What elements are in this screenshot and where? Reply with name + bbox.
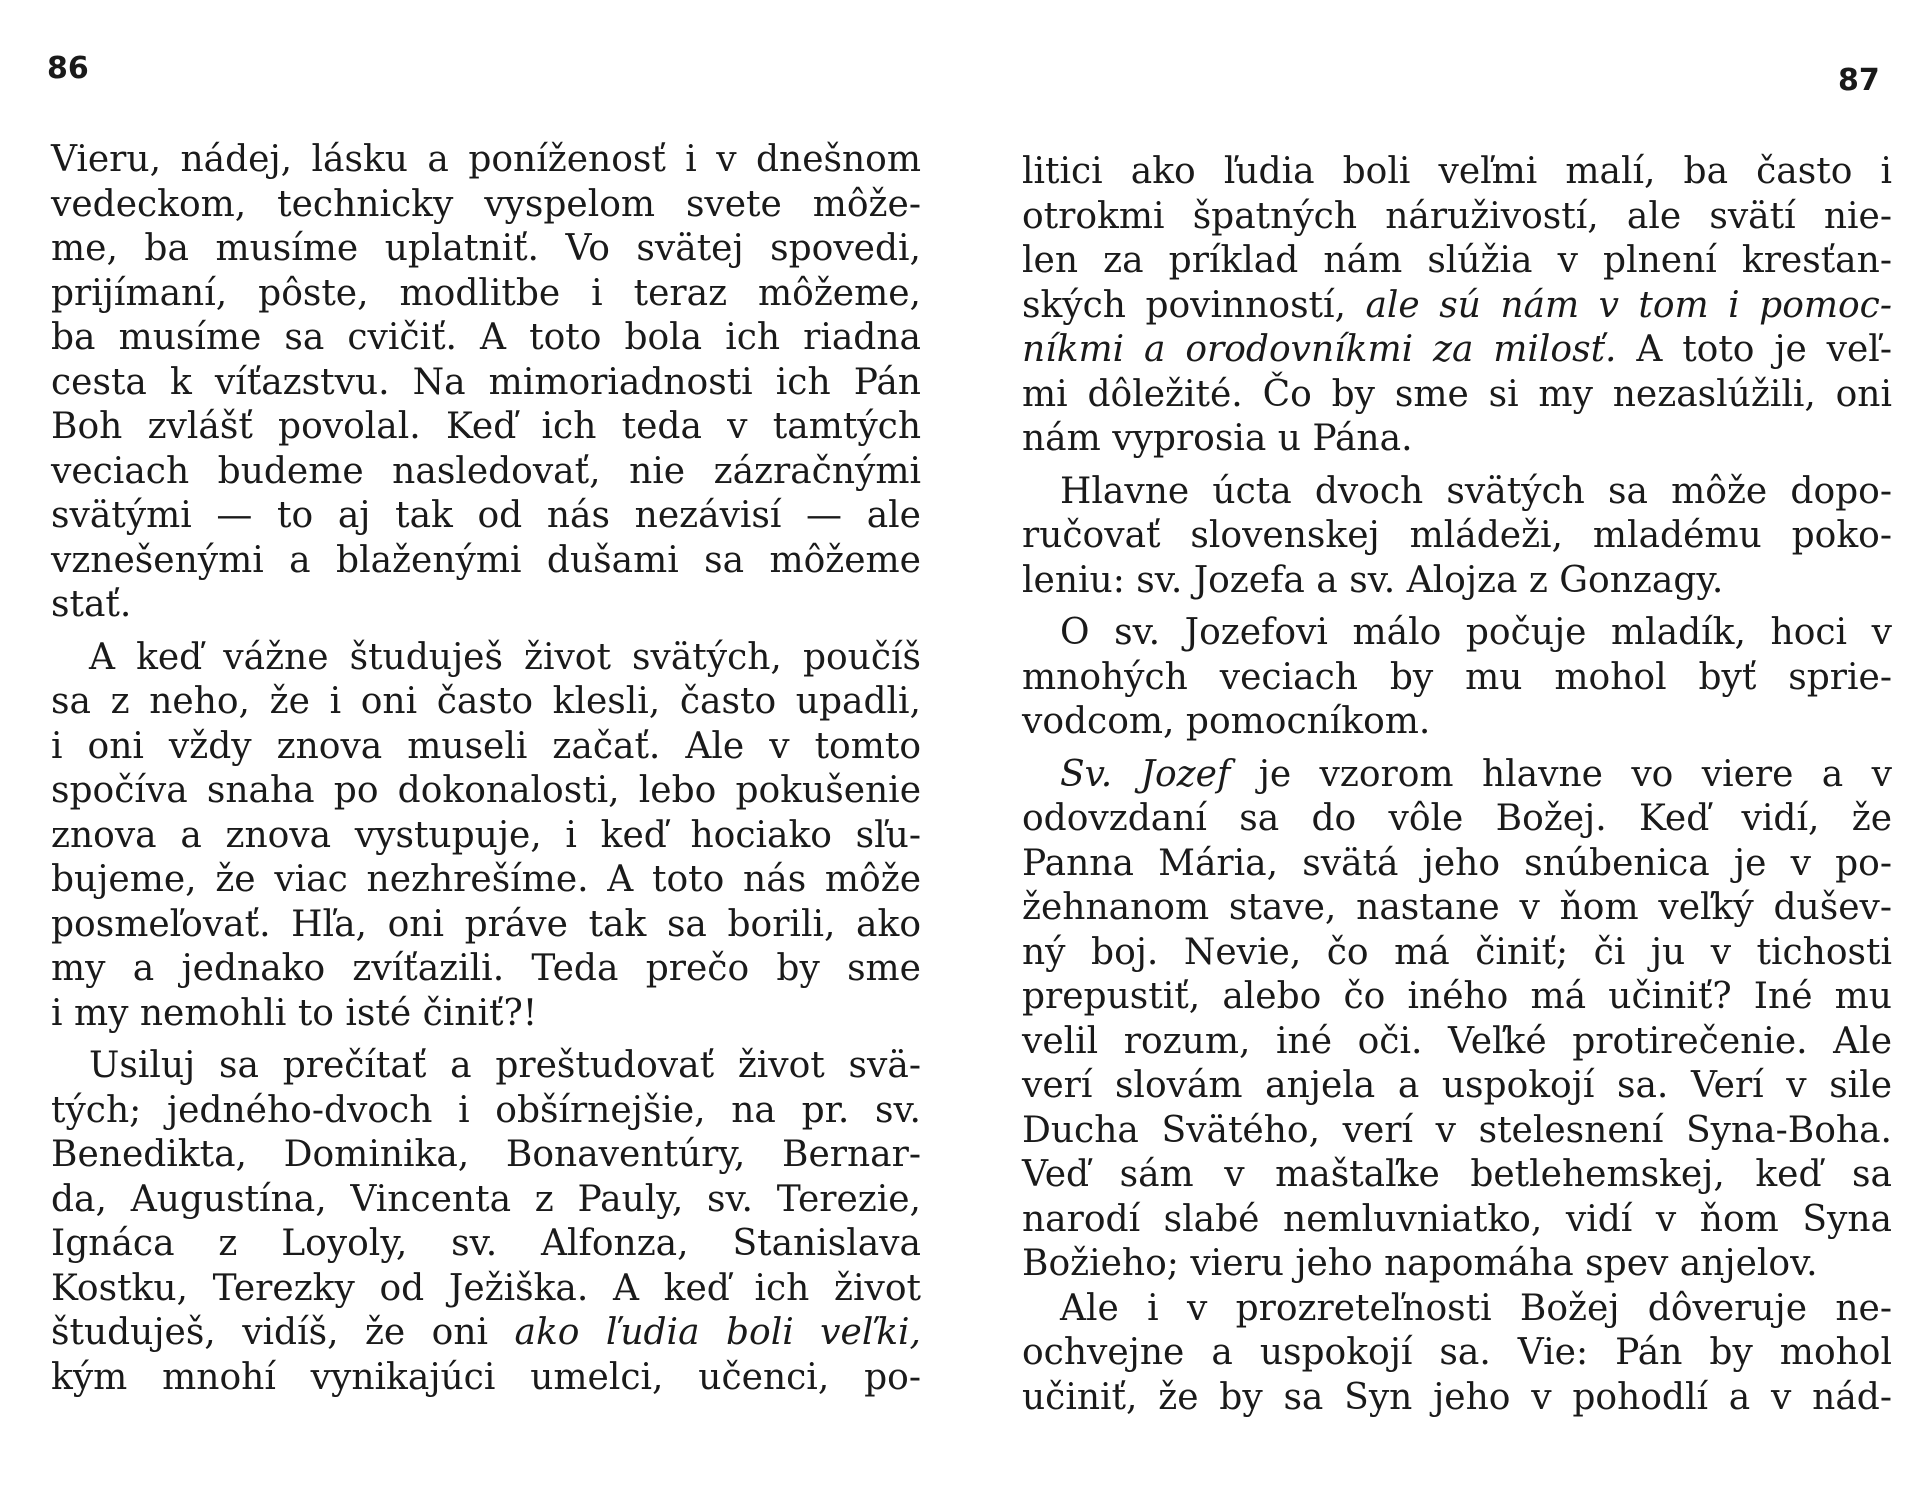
text-run: A toto je veľ- <box>1636 329 1892 370</box>
text-line: litici ako ľudia boli veľmi malí, ba často i <box>1022 151 1892 192</box>
text-line: leniu: sv. Jozefa a sv. Alojza z Gonzagy. <box>1022 559 1724 601</box>
text-line: odovzdaní sa do vôle Božej. Keď vidí, že <box>1022 798 1892 839</box>
text-line: vznešenými a blaženými dušami sa môžeme <box>51 539 921 581</box>
text-line: Usiluj sa prečítať a preštudovať život svä- <box>89 1045 921 1086</box>
left-page-text <box>51 138 921 1400</box>
text-line: tých; jedného-dvoch i obšírnejšie, na pr. sv. <box>51 1089 921 1131</box>
emphasis-text: ale sú nám v tom i pomoc- <box>1365 284 1892 326</box>
text-line: vedeckom, technicky vyspelom svete môže- <box>51 183 921 225</box>
right-page-text <box>1022 150 1892 1420</box>
emphasis-text: níkmi a orodovníkmi za milosť. <box>1022 329 1617 370</box>
paragraph <box>51 1044 921 1400</box>
paragraph <box>1022 470 1892 604</box>
paragraph <box>1022 753 1892 1287</box>
text-line <box>51 1311 921 1356</box>
text-line: Ale i v prozreteľnosti Božej dôveruje ne- <box>1060 1287 1892 1329</box>
text-run: je vzorom hlavne vo viere a v <box>1258 753 1892 795</box>
text-line: ný boj. Nevie, čo má činiť; či ju v tichosti <box>1022 931 1892 973</box>
text-line: spočíva snaha po dokonalosti, lebo pokušenie <box>51 770 921 811</box>
text-line: sa z neho, že i oni často klesli, často upadli, <box>51 681 921 722</box>
text-line: znova a znova vystupuje, i keď hociako sľu- <box>51 814 921 856</box>
text-line: prijímaní, pôste, modlitbe i teraz môžeme, <box>51 272 921 314</box>
text-line: ručovať slovenskej mládeži, mladému poko- <box>1022 515 1892 556</box>
text-line: verí slovám anjela a uspokojí sa. Verí v sile <box>1022 1065 1892 1106</box>
text-line: Veď sám v maštaľke betlehemskej, keď sa <box>1022 1154 1892 1195</box>
text-line: cesta k víťazstvu. Na mimoriadnosti ich Pán <box>51 361 921 403</box>
emphasis-text: Sv. Jozef <box>1060 753 1231 795</box>
text-line <box>1022 328 1892 373</box>
text-line: Hlavne úcta dvoch svätých sa môže dopo- <box>1060 470 1892 512</box>
paragraph <box>1022 150 1892 462</box>
text-line: Benedikta, Dominika, Bonaventúry, Bernar- <box>51 1134 921 1175</box>
text-line: Kostku, Terezky od Ježiška. A keď ich život <box>51 1267 921 1309</box>
emphasis-text: ako ľudia boli veľki, <box>514 1312 921 1353</box>
text-line: posmeľovať. Hľa, oni práve tak sa borili, ako <box>51 903 921 945</box>
text-line: narodí slabé nemluvniatko, vidí v ňom Syna <box>1022 1198 1892 1240</box>
paragraph <box>51 138 921 628</box>
text-line: Božieho; vieru jeho napomáha spev anjelov. <box>1022 1243 1818 1284</box>
text-line: da, Augustína, Vincenta z Pauly, sv. Terezie, <box>51 1178 921 1220</box>
text-line: i my nemohli to isté činiť?! <box>51 992 538 1034</box>
text-line: vodcom, pomocníkom. <box>1022 701 1431 742</box>
text-line: otrokmi špatných náruživostí, ale svätí nie- <box>1022 195 1892 237</box>
text-line: A keď vážne študuješ život svätých, poučíš <box>89 636 921 678</box>
text-run: študuješ, vidíš, že oni <box>51 1312 489 1353</box>
text-line: ochvejne a uspokojí sa. Vie: Pán by mohol <box>1022 1332 1892 1373</box>
text-line: prepustiť, alebo čo iného má učiniť? Iné mu <box>1022 976 1892 1017</box>
text-line <box>1022 284 1892 329</box>
text-line: veciach budeme nasledovať, nie zázračnými <box>51 450 921 492</box>
paragraph <box>1022 611 1892 745</box>
text-line: Ducha Svätého, verí v stelesnení Syna-Boha. <box>1022 1109 1892 1151</box>
text-line: Ignáca z Loyoly, sv. Alfonza, Stanislava <box>51 1223 921 1264</box>
text-line: kým mnohí vynikajúci umelci, učenci, po- <box>51 1356 921 1398</box>
text-line: žehnanom stave, nastane v ňom veľký dušev- <box>1022 887 1892 928</box>
text-line: Boh zvlášť povolal. Keď ich teda v tamtých <box>51 406 921 447</box>
text-line: nám vyprosia u Pána. <box>1022 418 1413 459</box>
text-line: Panna Mária, svätá jeho snúbenica je v po- <box>1022 842 1892 884</box>
text-line: stať. <box>51 584 132 625</box>
text-line: len za príklad nám slúžia v plnení kresťan- <box>1022 240 1892 281</box>
text-line: mnohých veciach by mu mohol byť sprie- <box>1022 656 1892 698</box>
text-line: Vieru, nádej, lásku a poníženosť i v dnešnom <box>51 139 921 180</box>
text-line: učiniť, že by sa Syn jeho v pohodlí a v nád- <box>1022 1376 1892 1418</box>
text-line: O sv. Jozefovi málo počuje mladík, hoci v <box>1060 612 1892 653</box>
text-line: bujeme, že viac nezhrešíme. A toto nás môže <box>51 859 921 900</box>
text-line: ba musíme sa cvičiť. A toto bola ich riadna <box>51 317 921 358</box>
text-line: my a jednako zvíťazili. Teda prečo by sme <box>51 948 921 989</box>
text-line: mi dôležité. Čo by sme si my nezaslúžili, oni <box>1022 373 1892 415</box>
page-number-left: 86 <box>47 51 89 86</box>
text-line: i oni vždy znova museli začať. Ale v tomto <box>51 725 921 767</box>
text-line: me, ba musíme uplatniť. Vo svätej spovedi, <box>51 228 921 269</box>
text-run: ských povinností, <box>1022 284 1346 326</box>
text-line <box>1022 753 1892 798</box>
text-line: velil rozum, iné oči. Veľké protirečenie. Ale <box>1022 1020 1892 1062</box>
paragraph <box>1022 1287 1892 1421</box>
page-number-right: 87 <box>1838 63 1880 98</box>
paragraph <box>51 636 921 1037</box>
text-line: svätými — to aj tak od nás nezávisí — ale <box>51 495 921 536</box>
